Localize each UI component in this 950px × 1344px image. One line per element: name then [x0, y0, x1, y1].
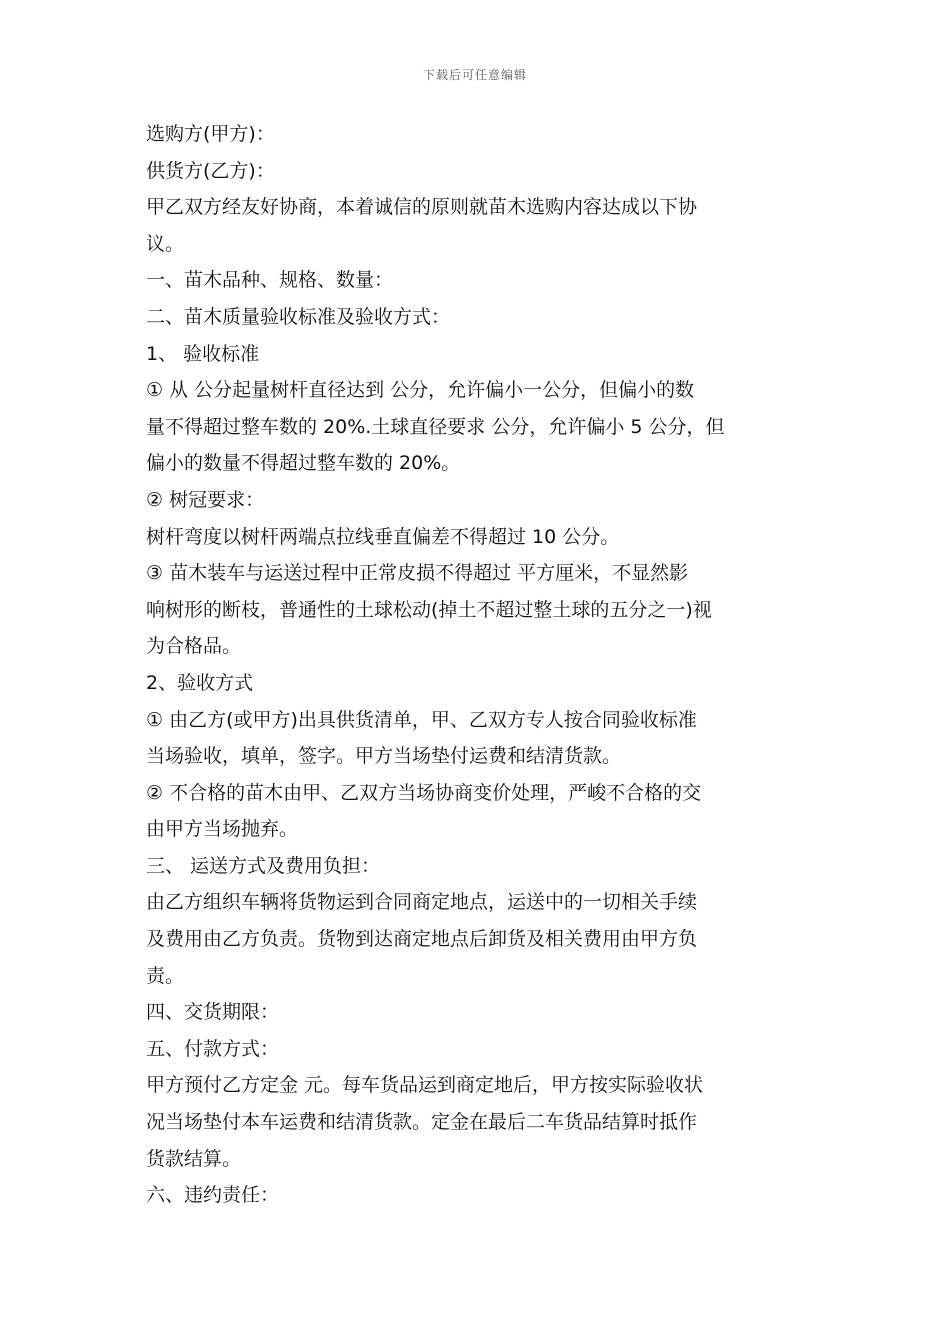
text-line: 甲乙双方经友好协商，本着诚信的原则就苗木选购内容达成以下协 — [146, 196, 698, 219]
text-line: ① 从 公分起量树杆直径达到 公分，允许偏小一公分，但偏小的数 — [146, 379, 695, 402]
text-line: 一、苗木品种、规格、数量： — [146, 269, 394, 292]
text-line: 选购方(甲方)： — [146, 123, 275, 145]
text-line: 树杆弯度以树杆两端点拉线垂直偏差不得超过 10 公分。 — [146, 525, 620, 548]
text-line: 二、苗木质量验收标准及验收方式： — [146, 305, 451, 328]
text-line: 三、 运送方式及费用负担： — [146, 854, 381, 877]
text-line: 1、 验收标准 — [146, 342, 260, 365]
page-header: 下载后可任意编辑 — [422, 68, 527, 82]
text-line: 货款结算。 — [146, 1147, 242, 1170]
text-line: 五、付款方式： — [146, 1037, 280, 1060]
text-line: 为合格品。 — [146, 635, 242, 658]
text-line: 及费用由乙方负责。货物到达商定地点后卸货及相关费用由甲方负 — [146, 928, 698, 951]
text-line: 偏小的数量不得超过整车数的 20%。 — [146, 452, 461, 475]
text-line: ③ 苗木装车与运送过程中正常皮损不得超过 平方厘米，不显然影 — [146, 562, 689, 585]
text-line: 由乙方组织车辆将货物运到合同商定地点，运送中的一切相关手续 — [146, 891, 698, 914]
text-line: ② 树冠要求： — [146, 488, 265, 511]
text-line: 供货方(乙方)： — [146, 159, 275, 182]
text-line: 甲方预付乙方定金 元。每车货品运到商定地后，甲方按实际验收状 — [146, 1074, 704, 1097]
text-line: 响树形的断枝，普通性的土球松动(掉土不超过整土球的五分之一)视 — [146, 598, 712, 621]
text-line: 量不得超过整车数的 20%.土球直径要求 公分，允许偏小 5 公分，但 — [146, 415, 725, 438]
text-line: 由甲方当场抛弃。 — [146, 818, 299, 841]
text-line: 当场验收，填单，签字。甲方当场垫付运费和结清货款。 — [146, 745, 622, 768]
text-line: 2、验收方式 — [146, 671, 254, 694]
text-line: 责。 — [146, 964, 185, 987]
text-line: ① 由乙方(或甲方)出具供货清单，甲、乙双方专人按合同验收标准 — [146, 708, 697, 731]
text-line: 议。 — [146, 232, 185, 255]
text-line: 四、交货期限： — [146, 1001, 280, 1024]
document-body — [146, 116, 810, 1214]
text-line: ② 不合格的苗木由甲、乙双方当场协商变价处理，严峻不合格的交 — [146, 781, 702, 804]
text-line: 六、违约责任： — [146, 1184, 280, 1207]
text-line: 况当场垫付本车运费和结清货款。定金在最后二车货品结算时抵作 — [146, 1111, 698, 1134]
